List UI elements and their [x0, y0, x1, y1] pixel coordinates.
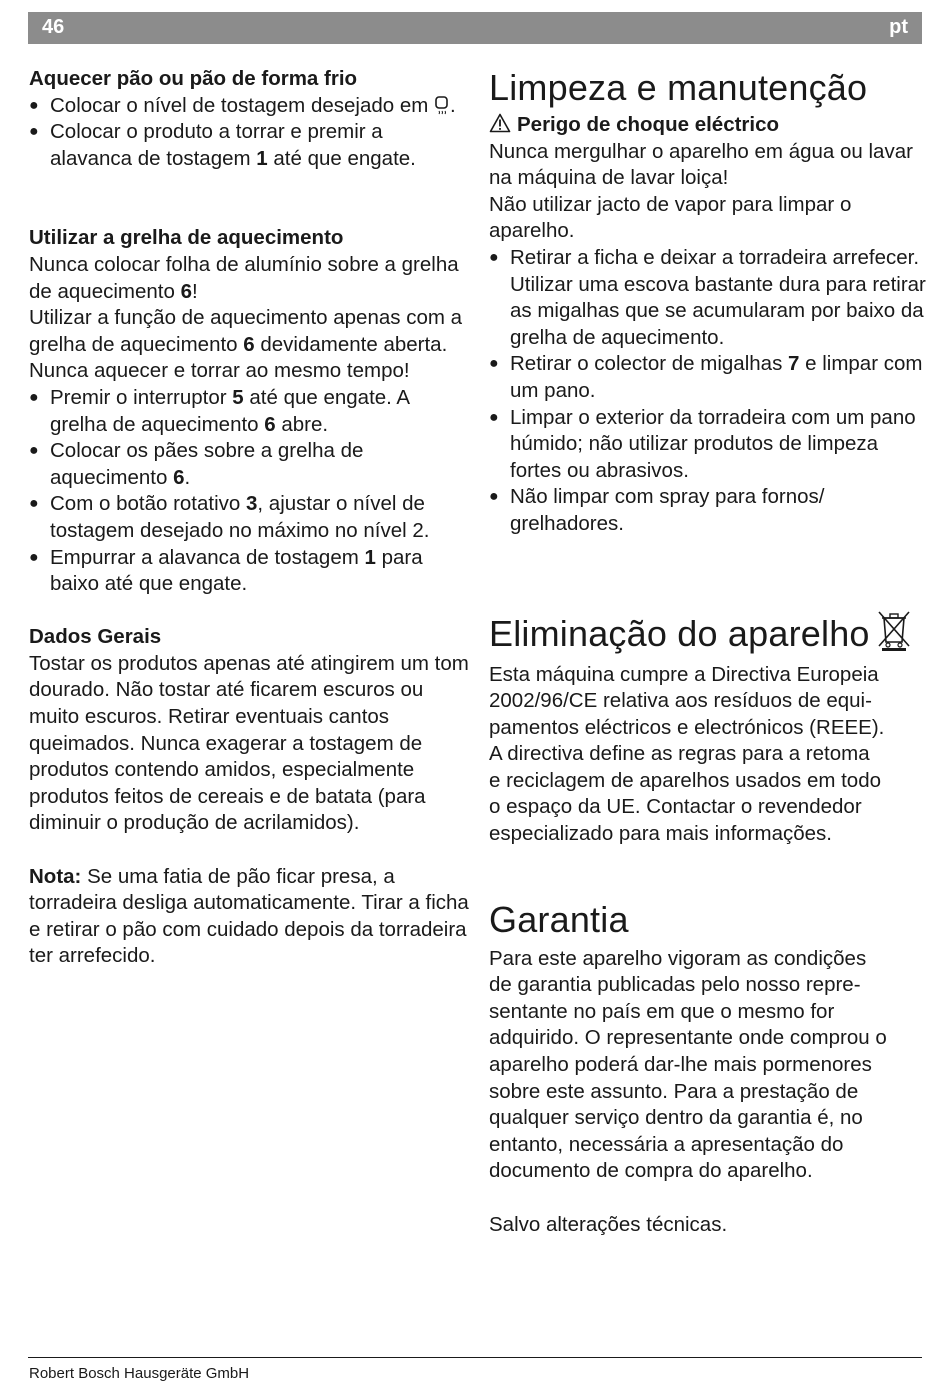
right-column [489, 66, 929, 1238]
list-item: ● Retirar a ficha e deixar a torradeira arrefecer. Utilizar uma escova bastante dura para retirar as migalhas que se acumularam por baixo da grelha de aquecimento. [489, 245, 929, 351]
disposal-paragraph: Esta máquina cumpre a Directiva Europeia 2002/96/CE relativa aos resíduos de equi- pamentos eléctricos e electrónicos (REEE). A directiva define as regras para a retoma e reciclagem de aparelhos usados em todo o espaço da UE. Contactar o revendedor especializado para mais informações. [489, 662, 885, 846]
grill-heading: Utilizar a grelha de aquecimento [29, 226, 344, 250]
warning-triangle-icon [489, 113, 511, 133]
page-number: 46 [42, 16, 65, 38]
list-item: ● Colocar o produto a torrar e premir a alavanca de tostagem 1 até que engate. [29, 119, 469, 172]
list-item: ● Não limpar com spray para fornos/ grelhadores. [489, 484, 929, 537]
cleaning-paragraph: Nunca mergulhar o aparelho em água ou lavar na máquina de lavar loiça! [489, 139, 913, 190]
grill-paragraph: Nunca aquecer e torrar ao mesmo tempo! [29, 359, 410, 383]
warranty-title: Garantia [489, 898, 629, 940]
warning-heading: Perigo de choque eléctrico [489, 112, 929, 139]
general-paragraph: Tostar os produtos apenas até atingirem um tom dourado. Não tostar até ficarem escuros ou muito escuros. Retirar eventuais cantos queimados. Nunca exagerar a tostagem de produtos contendo amidos, especialmente produtos feitos de cereais e de batata (para diminuir o produção de acrilamidos). [29, 651, 469, 835]
toast-level-icon [434, 96, 450, 116]
list-item: ● Retirar o colector de migalhas 7 e limpar com um pano. [489, 351, 929, 404]
left-column [29, 66, 469, 970]
warranty-paragraph: Para este aparelho vigoram as condições de garantia publicadas pelo nosso repre- sentante no país em que o mesmo for adquirido. O representante onde comprou o aparelho poderá dar-lhe mais pormenores sobre este assunto. Para a prestação de qualquer serviço dentro da garantia é, no entanto, necessária a apresentação do documento de compra do aparelho. [489, 946, 887, 1183]
list-item: ● Colocar o nível de tostagem desejado em . [29, 93, 469, 120]
list-item: ● Premir o interruptor 5 até que engate. A grelha de aquecimento 6 abre. [29, 385, 469, 438]
list-item: ● Com o botão rotativo 3, ajustar o nível de tostagem desejado no máximo no nível 2. [29, 491, 469, 544]
grill-paragraph: Utilizar a função de aquecimento apenas com a grelha de aquecimento 6 devidamente aberta. [29, 306, 463, 356]
language-code: pt [889, 16, 908, 38]
footer-divider [28, 1357, 922, 1358]
list-item: ● Limpar o exterior da torradeira com um pano húmido; não utilizar produtos de limpeza fortes ou abrasivos. [489, 405, 929, 485]
general-heading: Dados Gerais [29, 625, 162, 649]
disposal-title: Eliminação do aparelho [489, 608, 929, 656]
cleaning-paragraph: Não utilizar jacto de vapor para limpar o aparelho. [489, 192, 852, 243]
crossed-bin-icon [876, 608, 912, 652]
list-item: ● Empurrar a alavanca de tostagem 1 para baixo até que engate. [29, 545, 469, 598]
cold-bread-heading: Aquecer pão ou pão de forma frio [29, 67, 358, 90]
page-header-bar [28, 12, 922, 44]
cleaning-title: Limpeza e manutenção [489, 67, 868, 108]
list-item: ● Colocar os pães sobre a grelha de aquecimento 6. [29, 438, 469, 491]
closing-note: Salvo alterações técnicas. [489, 1212, 728, 1236]
footer-company: Robert Bosch Hausgeräte GmbH [29, 1365, 250, 1382]
grill-paragraph: Nunca colocar folha de alumínio sobre a grelha de aquecimento 6! [29, 252, 459, 303]
note-label: Nota: [29, 864, 82, 888]
note-paragraph: Nota: Se uma fatia de pão ficar presa, a torradeira desliga automaticamente. Tirar a ficha e retirar o pão com cuidado depois da torradeira ter arrefecido. [29, 864, 469, 968]
